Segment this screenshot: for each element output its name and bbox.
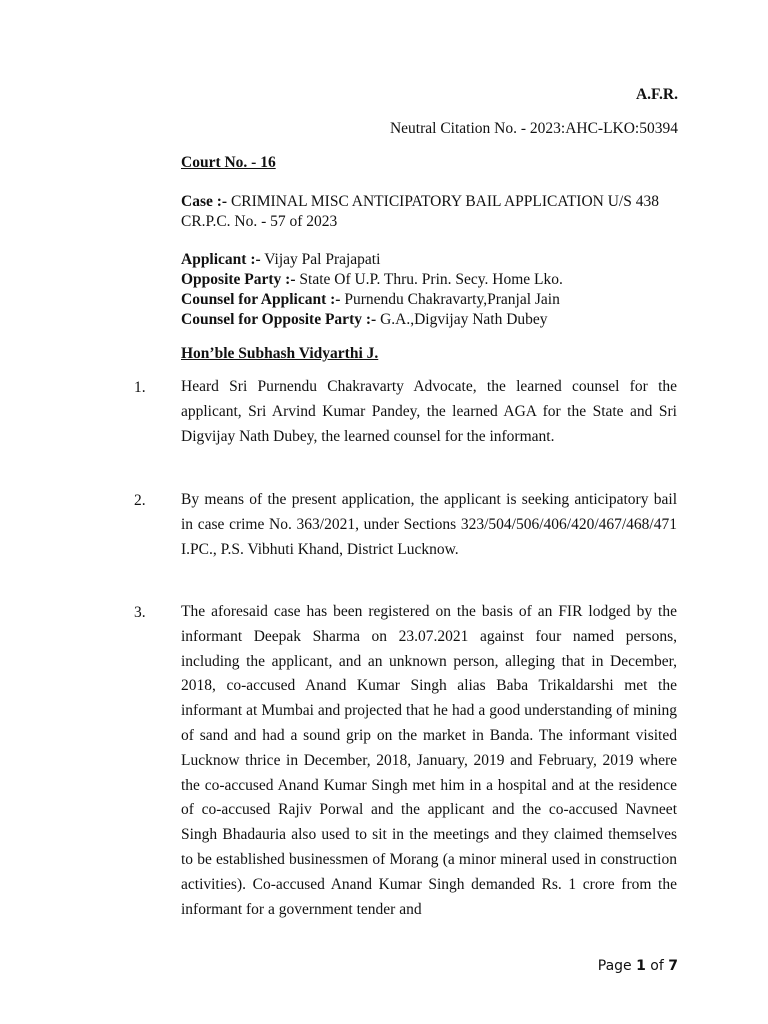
case-label: Case :- — [181, 193, 228, 210]
page-total: 7 — [668, 958, 678, 974]
counsel-opposite-value: G.A.,Digvijay Nath Dubey — [376, 311, 548, 328]
opposite-party-label: Opposite Party :- — [181, 271, 296, 288]
case-value: CRIMINAL MISC ANTICIPATORY BAIL APPLICATION U/S 438 CR.P.C. No. - 57 of 2023 — [181, 193, 659, 230]
judge-name: Hon’ble Subhash Vidyarthi J. — [181, 345, 379, 362]
counsel-applicant-line — [181, 290, 681, 310]
court-number: Court No. - 16 — [181, 154, 276, 171]
case-title — [181, 192, 681, 232]
paragraph-text: Heard Sri Purnendu Chakravarty Advocate, the learned counsel for the applicant, Sri Arvind Kumar Pandey, the learned AGA for the State and Sri Digvijay Nath Dubey, the learned counsel for the informant. — [181, 378, 677, 445]
applicant-line — [181, 250, 681, 270]
paragraph-number: 3. — [134, 604, 146, 621]
counsel-opposite-line — [181, 310, 681, 330]
paragraph-text: By means of the present application, the applicant is seeking anticipatory bail in case crime No. 363/2021, under Sections 323/504/506/406/420/467/468/471 I.PC., P.S. Vibhuti Khand, District Lucknow. — [181, 491, 677, 558]
afr-marker: A.F.R. — [635, 86, 678, 103]
opposite-party-value: State Of U.P. Thru. Prin. Secy. Home Lko. — [295, 271, 563, 288]
neutral-citation: Neutral Citation No. - 2023:AHC-LKO:50394 — [389, 120, 678, 137]
counsel-applicant-value: Purnendu Chakravarty,Pranjal Jain — [340, 291, 560, 308]
paragraph-text: The aforesaid case has been registered on the basis of an FIR lodged by the informant Deepak Sharma on 23.07.2021 against four named persons, including the applicant, and an unknown person, alleging that in December, 2018, co-accused Anand Kumar Singh alias Baba Trikaldarshi met the informant at Mumbai and projected that he had a good understanding of mining of sand and had a sound grip on the market in Banda. The informant visited Lucknow thrice in December, 2018, January, 2019 and February, 2019 where the co-accused Anand Kumar Singh met him in a hospital and at the residence of co-accused Rajiv Porwal and the applicant and the co-accused Navneet Singh Bhadauria also used to sit in the meetings and they claimed themselves to be established businessmen of Morang (a minor mineral used in construction activities). Co-accused Anand Kumar Singh demanded Rs. 1 crore from the informant for a government tender and — [181, 603, 677, 918]
opposite-party-line — [181, 270, 681, 290]
paragraph-number: 1. — [134, 379, 146, 396]
counsel-opposite-label: Counsel for Opposite Party :- — [181, 311, 377, 328]
applicant-value: Vijay Pal Prajapati — [260, 251, 381, 268]
page-word: Page — [597, 958, 637, 974]
applicant-label: Applicant :- — [181, 251, 261, 268]
paragraph-number: 2. — [134, 492, 146, 509]
parties-block — [181, 250, 681, 330]
of-word: of — [645, 958, 669, 974]
page-current: 1 — [636, 958, 646, 974]
page-indicator — [598, 958, 678, 974]
counsel-applicant-label: Counsel for Applicant :- — [181, 291, 341, 308]
